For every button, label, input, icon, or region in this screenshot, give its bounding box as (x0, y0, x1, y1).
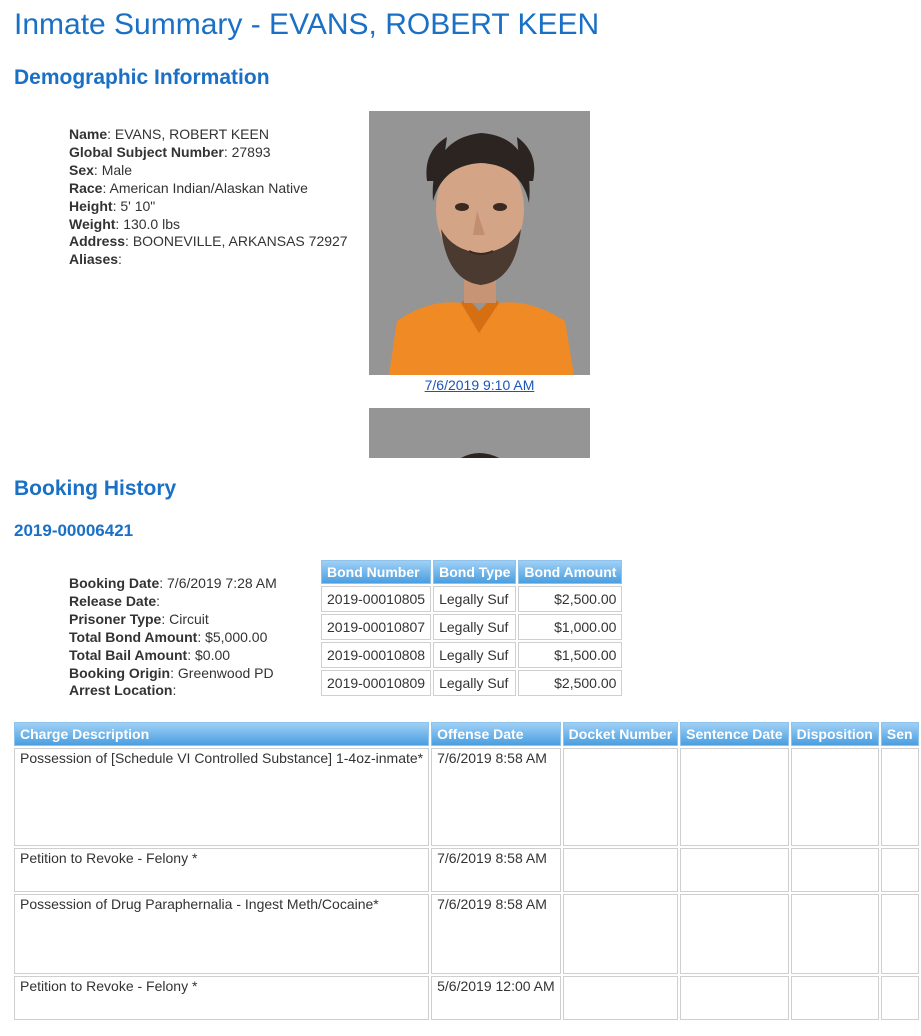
total-bail-amount-row: Total Bail Amount: $0.00 (69, 646, 231, 663)
demographic-info (69, 126, 348, 269)
column-header[interactable]: Disposition (791, 722, 879, 746)
bond-type-cell: Legally Suf (433, 670, 516, 696)
mugshot-date-link[interactable]: 7/6/2019 9:10 AM (424, 377, 535, 393)
charge-description-cell: Possession of [Schedule VI Controlled Substance] 1-4oz-inmate* (14, 748, 429, 846)
weight-row: Weight: 130.0 lbs (69, 215, 181, 232)
column-header[interactable]: Sentence Date (680, 722, 788, 746)
booking-date-value: 7/6/2019 7:28 AM (167, 575, 277, 591)
table-row (321, 614, 622, 640)
race-row: Race: American Indian/Alaskan Native (69, 179, 308, 196)
arrest-location-row: Arrest Location: (69, 682, 177, 699)
column-header[interactable]: Bond Amount (518, 560, 622, 584)
bond-type-cell: Legally Suf (433, 614, 516, 640)
mugshot-container (369, 111, 590, 393)
column-header[interactable]: Sen (881, 722, 919, 746)
mugshot-photo (369, 111, 590, 375)
aliases-row: Aliases: (69, 251, 122, 268)
address-row: Address: BOONEVILLE, ARKANSAS 72927 (69, 233, 348, 250)
column-header[interactable]: Docket Number (563, 722, 678, 746)
bond-number-cell: 2019-00010805 (321, 586, 431, 612)
total-bail-amount-value: $0.00 (195, 646, 231, 663)
page-title: Inmate Summary - EVANS, ROBERT KEEN (14, 8, 600, 41)
global-subject-number-value: 27893 (231, 143, 271, 160)
sentence-cell (881, 894, 919, 974)
booking-number: 2019-00006421 (14, 521, 134, 540)
race-value: American Indian/Alaskan Native (109, 179, 308, 196)
docket-number-cell (563, 894, 678, 974)
sentence-date-cell (680, 894, 788, 974)
sex-value: Male (101, 161, 133, 178)
booking-history-heading: Booking History (14, 477, 177, 500)
column-header[interactable]: Charge Description (14, 722, 429, 746)
height-value: 5' 10" (120, 197, 156, 214)
table-row (321, 670, 622, 696)
charges-table-header (14, 722, 919, 746)
table-row (14, 976, 919, 1020)
bond-amount-cell: $1,500.00 (518, 642, 622, 668)
height-row: Height: 5' 10" (69, 197, 156, 214)
charges-table-container[interactable] (12, 720, 913, 1036)
bond-type-cell: Legally Suf (433, 642, 516, 668)
prisoner-type-row: Prisoner Type: Circuit (69, 610, 209, 627)
bond-table-header (321, 560, 622, 584)
sentence-date-cell (680, 976, 788, 1020)
prisoner-type-value: Circuit (169, 610, 209, 627)
booking-date-row: Booking Date: 7/6/2019 7:28 AM (69, 575, 277, 591)
bond-number-cell: 2019-00010807 (321, 614, 431, 640)
table-row (14, 848, 919, 892)
bond-number-cell: 2019-00010808 (321, 642, 431, 668)
bond-amount-cell: $1,000.00 (518, 614, 622, 640)
column-header[interactable]: Bond Number (321, 560, 431, 584)
charge-description-cell: Petition to Revoke - Felony * (14, 976, 429, 1020)
table-row (14, 748, 919, 846)
table-row (321, 586, 622, 612)
docket-number-cell (563, 748, 678, 846)
table-row (14, 894, 919, 974)
bond-amount-cell: $2,500.00 (518, 670, 622, 696)
booking-origin-row: Booking Origin: Greenwood PD (69, 664, 274, 681)
sex-row: Sex: Male (69, 161, 133, 178)
column-header[interactable]: Bond Type (433, 560, 516, 584)
booking-info (69, 575, 277, 700)
global-subject-number-row: Global Subject Number: 27893 (69, 143, 271, 160)
sentence-cell (881, 976, 919, 1020)
offense-date-cell: 7/6/2019 8:58 AM (431, 894, 561, 974)
charge-description-cell: Possession of Drug Paraphernalia - Ingest Meth/Cocaine* (14, 894, 429, 974)
demographic-heading: Demographic Information (14, 66, 270, 89)
total-bond-amount-row: Total Bond Amount: $5,000.00 (69, 628, 268, 645)
sentence-cell (881, 848, 919, 892)
disposition-cell (791, 894, 879, 974)
name-value: EVANS, ROBERT KEEN (114, 126, 269, 142)
offense-date-cell: 7/6/2019 8:58 AM (431, 848, 561, 892)
column-header[interactable]: Offense Date (431, 722, 561, 746)
disposition-cell (791, 748, 879, 846)
docket-number-cell (563, 848, 678, 892)
charges-table (12, 720, 921, 1022)
bond-table (319, 558, 624, 698)
bond-number-cell: 2019-00010809 (321, 670, 431, 696)
disposition-cell (791, 976, 879, 1020)
name-row: Name: EVANS, ROBERT KEEN (69, 126, 269, 142)
sentence-date-cell (680, 748, 788, 846)
address-value: BOONEVILLE, ARKANSAS 72927 (132, 233, 348, 250)
offense-date-cell: 7/6/2019 8:58 AM (431, 748, 561, 846)
booking-origin-value: Greenwood PD (177, 664, 274, 681)
sentence-date-cell (680, 848, 788, 892)
total-bond-amount-value: $5,000.00 (205, 628, 268, 645)
bond-amount-cell: $2,500.00 (518, 586, 622, 612)
table-row (321, 642, 622, 668)
docket-number-cell (563, 976, 678, 1020)
charge-description-cell: Petition to Revoke - Felony * (14, 848, 429, 892)
offense-date-cell: 5/6/2019 12:00 AM (431, 976, 561, 1020)
disposition-cell (791, 848, 879, 892)
weight-value: 130.0 lbs (123, 215, 181, 232)
bond-type-cell: Legally Suf (433, 586, 516, 612)
second-mugshot-photo (369, 408, 590, 458)
release-date-row: Release Date: (69, 592, 161, 609)
sentence-cell (881, 748, 919, 846)
